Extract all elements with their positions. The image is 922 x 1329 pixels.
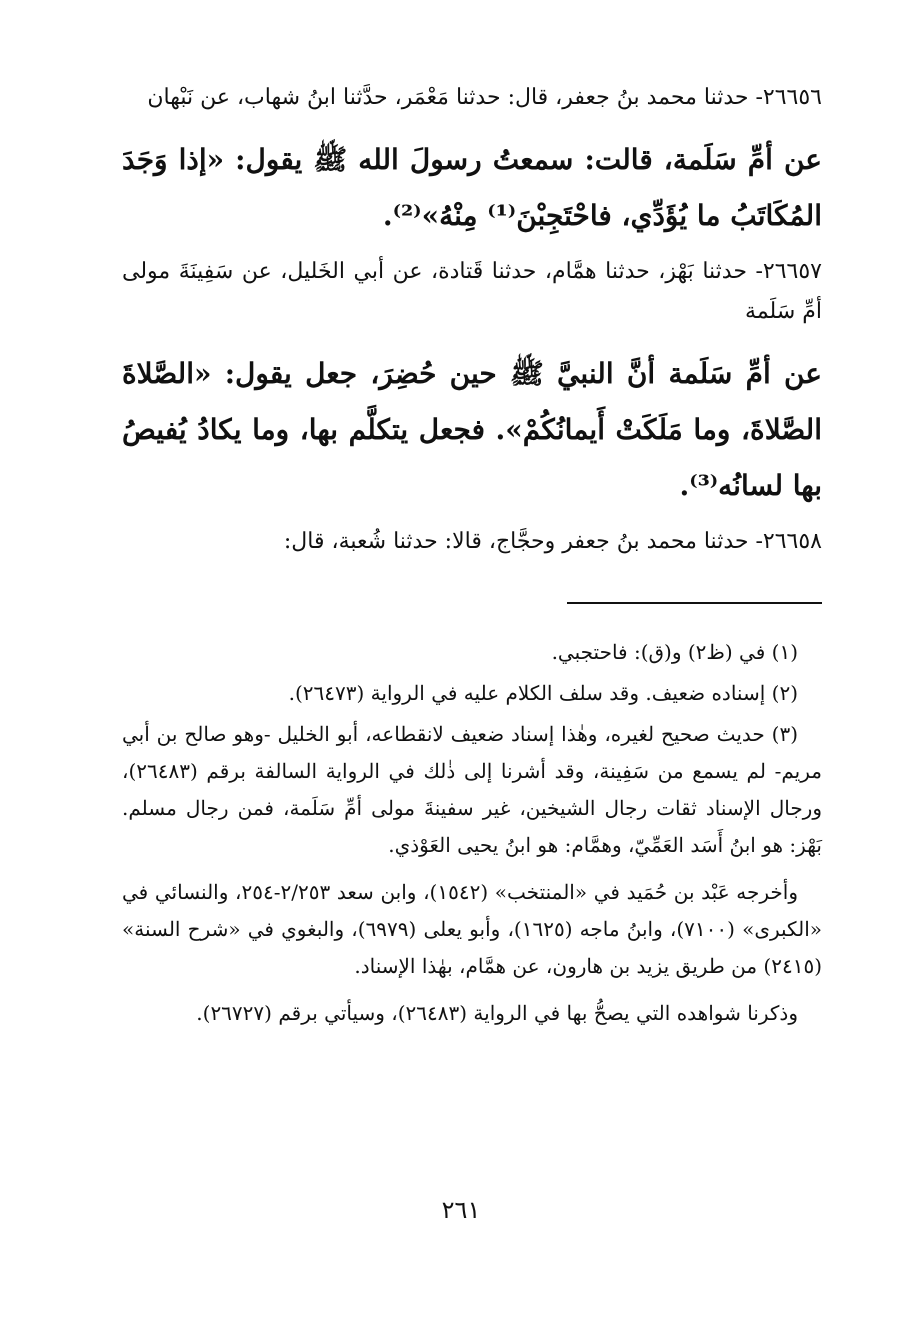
footnote-1: (١) في (ظ٢) و(ق): فاحتجبي. [551, 640, 798, 664]
footnote-3: (٣) حديث صحيح لغيره، وهٰذا إسناد ضعيف لانقطاعه، أبو الخليل -وهو صالح بن أبي مريم- لم يسمع من سَفِينة، وقد أشرنا إلى ذٰلك في الرواية السالفة برقم (٢٦٤٨٣)، ورجال الإسناد ثقات رجال الشيخين، غير سفينةَ مولى أمِّ سَلَمة، فمن رجال مسلم. بَهْز: هو ابنُ أَسَد العَمِّيّ، وهمَّام: هو ابنُ يحيى العَوْذي. [122, 722, 822, 857]
hadith-26656-isnad: ٢٦٦٥٦- حدثنا محمد بنُ جعفر، قال: حدثنا مَعْمَر، حدَّثنا ابنُ شهاب، عن نَبْهان [147, 85, 822, 110]
hadith-26656-matn: عن أمِّ سَلَمة، قالت: سمعتُ رسولَ الله ﷺ يقول: «إذا وَجَدَ المُكَاتَبُ ما يُؤَدِّي، فاحْتَجِبْنَ⁽¹⁾ مِنْهُ»⁽²⁾. [122, 143, 822, 232]
footnote-3-shawahid: وذكرنا شواهده التي يصحُّ بها في الرواية (٢٦٤٨٣)، وسيأتي برقم (٢٦٧٢٧). [196, 1001, 798, 1025]
hadith-26657-isnad: ٢٦٦٥٧- حدثنا بَهْز، حدثنا همَّام، حدثنا قَتادة، عن أبي الخَليل، عن سَفِينَةَ مولى أمِّ سَلَمة [122, 259, 822, 324]
hadith-26657-matn: عن أمِّ سَلَمة أنَّ النبيَّ ﷺ حين حُضِرَ، جعل يقول: «الصَّلاةَ الصَّلاةَ، وما مَلَكَتْ أَيمانُكُمْ». فجعل يتكلَّم بها، وما يكادُ يُفيصُ بها لسانُه⁽³⁾. [122, 357, 822, 502]
page-number: ٢٦١ [441, 1196, 481, 1224]
footnote-2: (٢) إسناده ضعيف. وقد سلف الكلام عليه في الرواية (٢٦٤٧٣). [288, 681, 798, 705]
footnote-separator [567, 602, 822, 604]
footnote-3-takhrij: وأخرجه عَبْد بن حُمَيد في «المنتخب» (١٥٤٢)، وابن سعد ٢/٢٥٣-٢٥٤، والنسائي في «الكبرى» (٧١٠٠)، وابنُ ماجه (١٦٢٥)، وأبو يعلى (٦٩٧٩)، والبغوي في «شرح السنة» (٢٤١٥) من طريق يزيد بن هارون، عن همَّام، بهٰذا الإسناد. [122, 880, 822, 978]
hadith-26658-isnad: ٢٦٦٥٨- حدثنا محمد بنُ جعفر وحجَّاج، قالا: حدثنا شُعبة، قال: [283, 529, 822, 554]
footnotes [122, 634, 822, 1032]
